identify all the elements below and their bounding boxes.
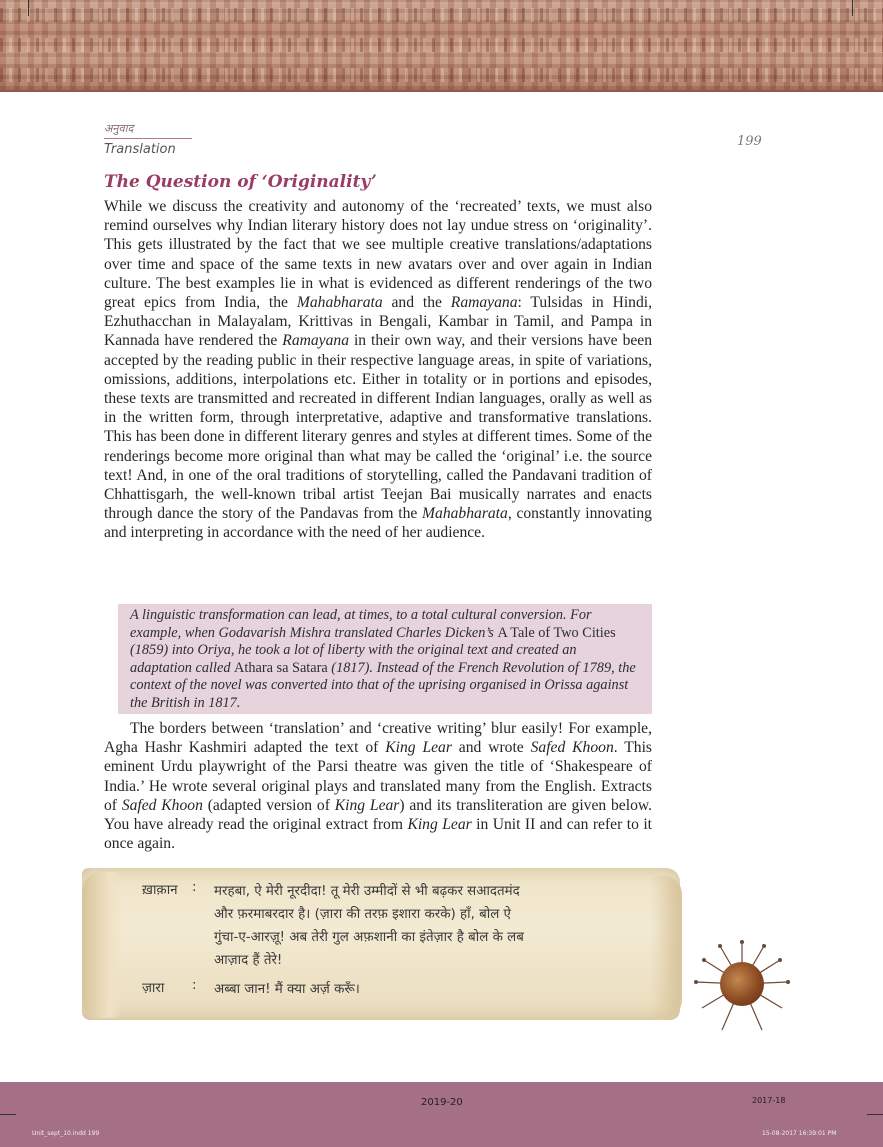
dialogue-line: और फ़रमाबरदार है। (ज़ारा की तरफ़ इशारा करके) हाँ, बोल ऐ: [214, 907, 511, 922]
text-run: in their own way, and their versions have been accepted by the reading public in their respective language areas, in spite of variations, omissions, additions, interpolations etc. Either in totality or in portions and episodes, these texts are transmitted and recreated in different Indian languages, orally as well as in the written form, through interpretative, adaptive and transformative translations. This has been done in different literary genres and styles at different times. Some of the renderings become more original than what may be called the ‘original’ i.e. the source text! And, in one of the oral traditions of storytelling, called the Pandavani tradition of Chhattisgarh, the well-known tribal artist Teejan Bai musically narrates and enacts through dance the story of the Pandavas from the: [104, 332, 653, 523]
section-heading: The Question of ‘Originality’: [104, 172, 377, 192]
footer-year-right: 2017-18: [752, 1096, 786, 1105]
text-run: in Unit II and can refer to it once again.: [104, 816, 652, 853]
title-upright: A Tale of Two Cities: [497, 624, 616, 641]
sun-disc-icon: [720, 962, 764, 1006]
crop-mark: [867, 1114, 883, 1115]
emphasis: Mahabharata: [296, 294, 383, 312]
text-run: and wrote: [451, 739, 531, 757]
crop-mark: [28, 0, 29, 16]
text-run: The borders between ‘translation’ and ‘creative writing’ blur easily! For example, Agha Hashr Kashmiri adapted the text of: [104, 720, 652, 757]
emphasis: Mahabharata: [422, 505, 508, 523]
crop-mark: [0, 1114, 16, 1115]
dialogue-line: अब्बा जान! मैं क्या अर्ज़ करूँ।: [214, 982, 360, 997]
speaker-name: ज़ारा: [142, 981, 165, 996]
carving-row: [0, 38, 883, 52]
running-head-english: Translation: [104, 142, 176, 157]
emphasis: Ramayana: [450, 294, 518, 312]
callout-box: [118, 604, 652, 714]
dialogue-lines: [214, 978, 622, 1001]
title-upright: Athara sa Satara: [234, 659, 328, 676]
text-run: ) and its transliteration are given below. You have already read the original extract from: [104, 796, 653, 834]
text-run: (adapted version of: [202, 796, 335, 814]
emphasis: King Lear: [385, 739, 452, 757]
speaker-name: ख़ाक़ान: [142, 883, 178, 898]
text-run: and the: [382, 294, 451, 312]
carving-row: [0, 8, 883, 22]
page-number: 199: [737, 134, 762, 149]
dialogue-row: [142, 880, 622, 972]
text-run: . This eminent Urdu playwright of the Parsi theatre was given the title of ‘Shakespeare of India.’ He wrote several original plays and translated many from the English. Extracts of: [104, 739, 652, 814]
text-run: , constantly innovating and interpreting in accordance with the need of her audience.: [104, 505, 652, 542]
scroll-curl-right: [650, 876, 682, 1018]
footer-year: 2019-20: [421, 1097, 463, 1108]
dialogue-row: [142, 978, 622, 1001]
dialogue-line: मरहबा, ऐ मेरी नूरदीदा! तू मेरी उम्मीदों से भी बढ़कर सआदतमंद: [214, 884, 520, 899]
emphasis: Ramayana: [282, 332, 349, 350]
carving-row: [0, 68, 883, 82]
text-run: (1817). Instead of the French Revolution of 1789, the context of the novel was converted into that of the uprising organised in Orissa against the British in 1817.: [130, 659, 636, 711]
print-slug-left: Unit_sept_10.indd 199: [32, 1130, 100, 1137]
running-head: [104, 121, 192, 157]
emphasis: Safed Khoon: [121, 796, 203, 814]
callout-text: [130, 607, 642, 713]
crop-mark: [852, 0, 853, 16]
dialogue-extract: [142, 880, 622, 1001]
text-run: While we discuss the creativity and autonomy of the ‘recreated’ texts, we must also remind ourselves why Indian literary history does not lay undue stress on ‘originality’. This gets illustrated by the fact that we see multiple creative translations/adaptations over time and space of the same texts in new avatars over and over again in Indian culture. The best examples lie in what is evidenced as different renderings of the two great epics from India, the: [104, 198, 652, 312]
text-run: (1859) into Oriya, he took a lot of liberty with the original text and created an adaptation called: [130, 642, 577, 676]
footer-bar: [0, 1082, 883, 1147]
emphasis: King Lear: [407, 816, 472, 834]
running-head-hindi: अनुवाद: [104, 122, 134, 135]
running-head-rule: [104, 138, 192, 139]
emphasis: King Lear: [334, 796, 400, 814]
speaker-colon: :: [192, 978, 197, 993]
dialogue-line: आज़ाद हैं तेरे!: [214, 953, 283, 968]
speaker-colon: :: [192, 880, 197, 895]
body-paragraph: [104, 719, 652, 853]
body-paragraph: [104, 197, 652, 543]
emphasis: Safed Khoon: [530, 739, 614, 757]
text-run: A linguistic transformation can lead, at times, to a total cultural conversion. For example, when Godavarish Mishra translated Charles Dicken’s: [130, 607, 592, 641]
scroll-curl-left: [82, 872, 122, 1018]
dialogue-line: गुंचा-ए-आरज़ू! अब तेरी गुल अफ़शानी का इंतेज़ार है बोल के लब: [214, 930, 524, 945]
header-decorative-band: [0, 0, 883, 92]
text-run: : Tulsidas in Hindi, Ezhuthacchan in Malayalam, Krittivas in Bengali, Kambar in Tamil, and Pampa in Kannada have rendered the: [104, 294, 652, 350]
print-slug-right: 15-08-2017 16:39:01 PM: [762, 1130, 837, 1137]
dialogue-lines: [214, 880, 622, 972]
